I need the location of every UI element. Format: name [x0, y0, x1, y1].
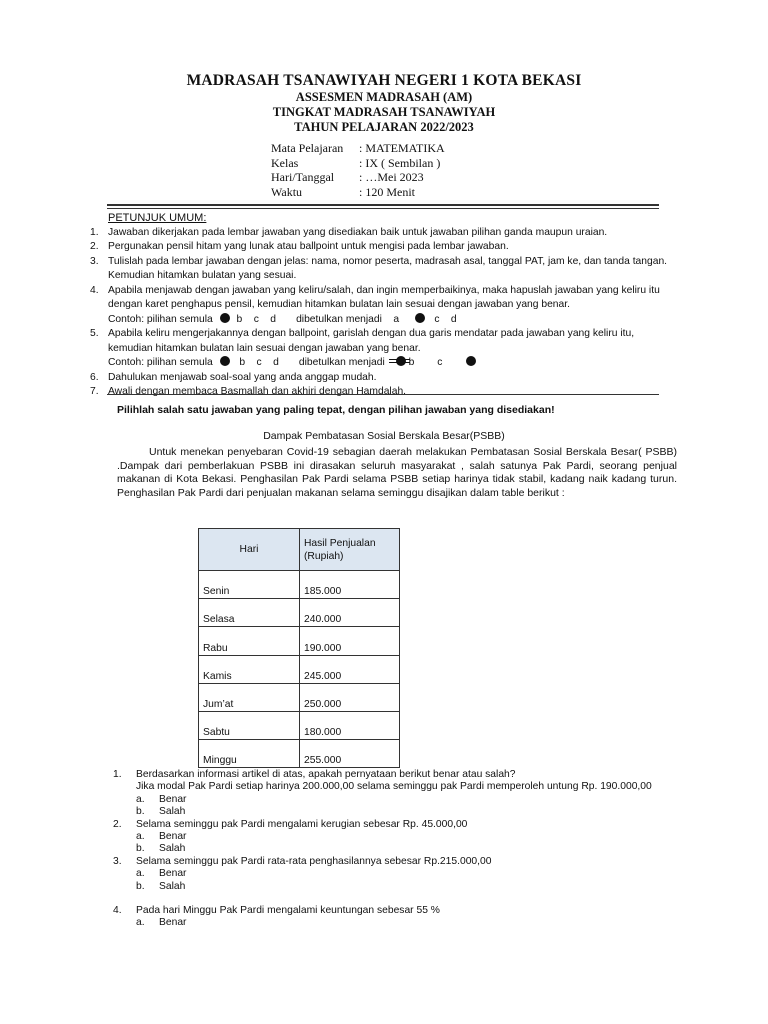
- option-letter: c: [434, 313, 440, 325]
- option-letter: b.: [136, 843, 145, 855]
- instructions-title: PETUNJUK UMUM:: [108, 212, 207, 224]
- answer-prompt: Pilihlah salah satu jawaban yang paling tepat, dengan pilihan jawaban yang disediakan!: [117, 404, 555, 416]
- question-text: Berdasarkan informasi artikel di atas, apakah pernyataan berikut benar atau salah?: [136, 769, 516, 780]
- example-line-ballpoint: [108, 357, 480, 368]
- meta-row-date: [271, 170, 445, 185]
- example-line-eraser: [108, 314, 457, 325]
- cell-value: 250.000: [300, 683, 400, 711]
- instruction-number: 5.: [90, 328, 99, 339]
- exam-meta: [271, 141, 445, 199]
- question-list: [113, 769, 678, 930]
- question-number: 3.: [113, 855, 122, 867]
- option-letter: c: [253, 313, 259, 325]
- instruction-text: Tulislah pada lembar jawaban dengan jelas: nama, nomor peserta, madrasah asal, tanggal PAT, jam ke, dan tanda tangan. Kemudian hitamkan bulatan yang sesuai.: [108, 255, 668, 281]
- question-4: [113, 905, 678, 930]
- instruction-number: 4.: [90, 284, 99, 296]
- question-number: 2.: [113, 818, 122, 830]
- instruction-text: [108, 284, 680, 328]
- option-a[interactable]: [136, 794, 678, 806]
- article-text: Untuk menekan penyebaran Covid-19 sebagian daerah melakukan Pembatasan Sosial Berskala Besar( PSBB) .Dampak dari pemberlakuan PSBB ini dirasakan seluruh masyarakat , salah satunya Pak Pardi, seorang penjual makanan di Kota Bekasi. Penghasilan Pak Pardi selama PSBB setiap harinya tidak stabil, kadang naik kadang turun. Penghasilan Pak Pardi dari penjualan makanan selama seminggu disajikan dalam table berikut :: [117, 446, 677, 500]
- option-letter: c: [437, 357, 443, 368]
- instructions-divider: [107, 394, 659, 395]
- table-row: [199, 599, 400, 627]
- instruction-text: Pergunakan pensil hitam yang lunak atau ballpoint untuk mengisi pada lembar jawaban.: [108, 241, 509, 252]
- option-letter: a: [393, 313, 400, 325]
- option-letter: d: [450, 313, 457, 325]
- cell-day: Sabtu: [199, 711, 300, 739]
- option-letter: b: [239, 357, 246, 368]
- table-header-row: [199, 529, 400, 571]
- example-prefix: Contoh: pilihan semula: [108, 357, 213, 368]
- cell-value: 185.000: [300, 571, 400, 599]
- article-title: Dampak Pembatasan Sosial Berskala Besar(PSBB): [263, 430, 505, 442]
- instruction-item: [90, 385, 680, 400]
- table-row: [199, 627, 400, 655]
- example-fixed-label: dibetulkan menjadi: [298, 357, 385, 368]
- filled-bubble-icon: [415, 313, 425, 323]
- cell-day: Senin: [199, 571, 300, 599]
- option-a[interactable]: [136, 831, 678, 843]
- option-letter: d: [273, 357, 279, 368]
- option-letter: c: [256, 357, 262, 368]
- instruction-number: 1.: [90, 226, 99, 238]
- cell-value: 240.000: [300, 599, 400, 627]
- table-row: [199, 711, 400, 739]
- assessment-title: ASSESMEN MADRASAH (AM): [295, 90, 473, 104]
- option-letter: b: [408, 357, 415, 368]
- option-letter: a.: [136, 793, 145, 805]
- instruction-text: Awali dengan membaca Basmallah dan akhiri dengan Hamdalah.: [108, 386, 407, 397]
- instruction-number: 2.: [90, 241, 99, 252]
- example-fixed-label: dibetulkan menjadi: [296, 313, 382, 325]
- option-letter: b: [236, 313, 243, 325]
- meta-value: : MATEMATIKA: [359, 141, 445, 155]
- meta-label: Mata Pelajaran: [271, 141, 344, 155]
- level-title: TINGKAT MADRASAH TSANAWIYAH: [272, 105, 496, 119]
- instruction-text: Dahulukan menjawab soal-soal yang anda anggap mudah.: [108, 371, 377, 383]
- option-a[interactable]: [136, 917, 678, 929]
- table-row: [199, 740, 400, 768]
- meta-value: : IX ( Sembilan ): [359, 155, 441, 170]
- option-text: Salah: [159, 843, 186, 855]
- filled-bubble-icon: [220, 313, 230, 323]
- article-body: [117, 446, 677, 501]
- table-row: [199, 571, 400, 599]
- header-divider-thick: [107, 204, 659, 206]
- example-prefix: Contoh: pilihan semula: [108, 313, 213, 325]
- school-name: MADRASAH TSANAWIYAH NEGERI 1 KOTA BEKASI: [186, 72, 582, 89]
- meta-row-time: [271, 185, 445, 200]
- meta-label: Hari/Tanggal: [271, 170, 335, 185]
- sales-table: [198, 528, 400, 768]
- instruction-number: 7.: [90, 386, 99, 397]
- option-text: Benar: [159, 917, 187, 929]
- meta-row-subject: [271, 141, 445, 156]
- instruction-text: Jawaban dikerjakan pada lembar jawaban yang disediakan baik untuk jawaban pilihan ganda maupun uraian.: [108, 226, 608, 238]
- cell-day: Rabu: [199, 627, 300, 655]
- option-letter: a.: [136, 868, 145, 880]
- option-b[interactable]: [136, 881, 678, 893]
- question-number: 4.: [113, 905, 122, 917]
- cell-day: Jum’at: [199, 683, 300, 711]
- filled-bubble-icon: [220, 356, 230, 366]
- option-text: Benar: [159, 793, 187, 805]
- question-1: [113, 769, 678, 819]
- question-3: [113, 856, 678, 893]
- instruction-text: [108, 327, 680, 371]
- option-letter: b.: [136, 880, 145, 892]
- option-b[interactable]: [136, 806, 678, 818]
- option-letter: d: [270, 313, 277, 325]
- header-divider-thin: [107, 208, 659, 209]
- option-letter: a.: [136, 831, 145, 843]
- meta-value: : …Mei 2023: [359, 170, 424, 185]
- instruction-item: [90, 284, 680, 328]
- question-number: 1.: [113, 769, 122, 780]
- question-text: Selama seminggu pak Pardi rata-rata penghasilannya sebesar Rp.215.000,00: [136, 855, 492, 867]
- option-b[interactable]: [136, 843, 678, 855]
- document-header: [0, 72, 768, 135]
- instruction-item: [90, 226, 680, 241]
- cell-value: 190.000: [300, 627, 400, 655]
- cell-value: 255.000: [300, 740, 400, 768]
- filled-bubble-icon: [466, 356, 476, 366]
- header-sales: Hasil Penjualan (Rupiah): [300, 529, 400, 571]
- meta-row-class: [271, 156, 445, 171]
- option-letter: a.: [136, 917, 145, 929]
- meta-label: Waktu: [271, 184, 303, 199]
- instruction-text-main: Apabila keliru mengerjakannya dengan ballpoint, garislah dengan dua garis mendatar pada jawaban yang keliru itu, kemudian hitamkan bulatan lain sesuai dengan jawaban yang benar.: [108, 328, 635, 354]
- meta-value: : 120 Menit: [359, 184, 415, 199]
- instruction-item: [90, 255, 680, 284]
- cell-day: Kamis: [199, 655, 300, 683]
- question-text: Pada hari Minggu Pak Pardi mengalami keuntungan sebesar 55 %: [136, 905, 440, 917]
- instruction-text-main: Apabila menjawab dengan jawaban yang keliru/salah, dan ingin memperbaikinya, maka hapuslah jawaban yang keliru itu dengan karet penghapus pensil, kemudian hitamkan bulatan lain sesuai dengan jawaban yang benar.: [108, 284, 660, 310]
- question-statement: Jika modal Pak Pardi setiap harinya 200.000,00 selama seminggu pak Pardi memperoleh untung Rp. 190.000,00: [136, 781, 652, 793]
- option-text: Salah: [159, 880, 186, 892]
- option-text: Benar: [159, 868, 187, 880]
- struck-bubble-icon: [396, 356, 406, 366]
- table-row: [199, 655, 400, 683]
- question-2: [113, 819, 678, 856]
- option-text: Salah: [159, 806, 186, 818]
- instruction-number: 6.: [90, 371, 99, 383]
- header-day: Hari: [199, 529, 300, 571]
- table-row: [199, 683, 400, 711]
- option-a[interactable]: [136, 868, 678, 880]
- instruction-item: [90, 371, 680, 386]
- cell-value: 245.000: [300, 655, 400, 683]
- option-letter: b.: [136, 806, 145, 818]
- cell-day: Minggu: [199, 740, 300, 768]
- meta-label: Kelas: [271, 155, 299, 170]
- option-text: Benar: [159, 831, 187, 843]
- cell-day: Selasa: [199, 599, 300, 627]
- year-title: TAHUN PELAJARAN 2022/2023: [294, 120, 474, 134]
- instruction-item: [90, 240, 680, 255]
- instruction-item: [90, 327, 680, 371]
- question-text: Selama seminggu pak Pardi mengalami kerugian sebesar Rp. 45.000,00: [136, 818, 468, 830]
- general-instructions: [90, 211, 680, 400]
- cell-value: 180.000: [300, 711, 400, 739]
- instruction-number: 3.: [90, 255, 99, 267]
